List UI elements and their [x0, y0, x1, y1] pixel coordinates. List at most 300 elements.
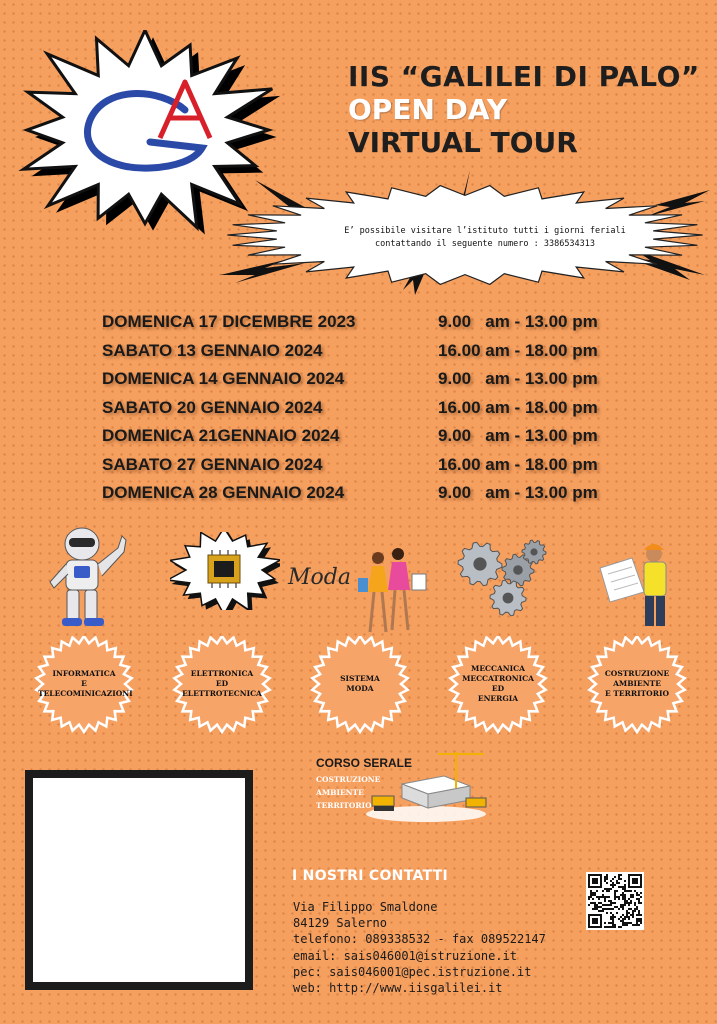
qr-module	[624, 898, 626, 900]
qr-module	[624, 918, 626, 920]
qr-module	[592, 894, 594, 896]
qr-module	[636, 914, 638, 916]
qr-module	[620, 916, 622, 918]
qr-module	[614, 926, 616, 928]
qr-module	[624, 894, 626, 896]
schedule-row	[102, 398, 632, 427]
qr-module	[638, 918, 640, 920]
qr-module	[610, 900, 612, 902]
qr-module	[602, 894, 604, 896]
qr-module	[600, 910, 602, 912]
qr-module	[592, 918, 598, 924]
qr-module	[606, 912, 608, 914]
qr-module	[612, 884, 614, 886]
course-badge-label[interactable]	[591, 669, 683, 699]
schedule-time: 9.00 am - 13.00 pm	[438, 483, 598, 502]
qr-module	[624, 904, 626, 906]
qr-module	[598, 910, 600, 912]
course-badge-line: ENERGIA	[477, 694, 519, 703]
serale-title: CORSO SERALE	[316, 756, 413, 770]
course-badge-line: TELECOMINICAZIONI	[38, 689, 133, 698]
qr-module	[588, 904, 590, 906]
qr-module	[606, 882, 608, 884]
contact-line: Via Filippo Smaldone	[293, 900, 438, 914]
schedule-date: DOMENICA 14 GENNAIO 2024	[102, 369, 345, 388]
qr-module	[630, 894, 632, 896]
qr-module	[632, 896, 634, 898]
qr-module	[612, 924, 614, 926]
info-line-2: contattando il seguente numero : 3386534313	[374, 239, 596, 249]
qr-module	[606, 926, 608, 928]
qr-module	[596, 896, 598, 898]
qr-module	[636, 918, 638, 920]
course-badge-line: MECCATRONICA	[462, 674, 534, 683]
qr-module	[618, 886, 620, 888]
qr-module	[598, 898, 600, 900]
qr-module	[590, 896, 592, 898]
course-badge-label[interactable]	[314, 674, 406, 694]
qr-module	[614, 884, 616, 886]
qr-module	[632, 914, 634, 916]
qr-module	[636, 894, 638, 896]
qr-module	[634, 904, 636, 906]
serale-course-line: COSTRUZIONE	[316, 775, 381, 784]
qr-module	[636, 924, 638, 926]
qr-module	[612, 920, 614, 922]
qr-module	[634, 902, 636, 904]
gear-hub	[513, 565, 523, 575]
qr-module	[622, 904, 624, 906]
qr-module	[638, 900, 640, 902]
qr-module	[616, 912, 618, 914]
contact-line: 84129 Salerno	[293, 916, 387, 931]
qr-module	[622, 896, 624, 898]
qr-module	[640, 892, 642, 894]
qr-module	[624, 880, 626, 882]
qr-module	[596, 890, 598, 892]
qr-module	[600, 896, 602, 898]
serale-course-line: TERRITORIO	[316, 801, 372, 810]
qr-module	[592, 892, 594, 894]
gear-hub	[530, 548, 537, 555]
qr-module	[606, 888, 608, 890]
qr-module	[612, 908, 614, 910]
qr-module	[632, 916, 634, 918]
qr-module	[622, 918, 624, 920]
qr-module	[626, 910, 628, 912]
qr-module	[612, 926, 614, 928]
qr-module	[606, 908, 608, 910]
qr-module	[638, 914, 640, 916]
qr-module	[594, 892, 596, 894]
schedule-date: SABATO 20 GENNAIO 2024	[102, 397, 323, 417]
qr-module	[600, 906, 602, 908]
qr-module	[604, 908, 606, 910]
qr-module	[604, 904, 606, 906]
qr-module	[626, 916, 628, 918]
qr-module	[624, 902, 626, 904]
qr-module	[620, 920, 622, 922]
qr-module	[590, 902, 592, 904]
qr-module	[626, 890, 628, 892]
qr-module	[630, 914, 632, 916]
qr-module	[628, 908, 630, 910]
qr-module	[638, 898, 640, 900]
qr-module	[608, 908, 610, 910]
qr-module	[614, 890, 616, 892]
worker-icon	[596, 540, 676, 632]
qr-module	[628, 916, 630, 918]
qr-module	[610, 902, 612, 904]
schedule-row	[102, 369, 632, 398]
qr-module	[612, 878, 614, 880]
qr-module	[628, 918, 630, 920]
qr-module	[622, 906, 624, 908]
qr-module	[612, 882, 614, 884]
qr-module	[624, 884, 626, 886]
qr-module	[590, 892, 592, 894]
qr-module	[604, 898, 606, 900]
qr-module	[630, 890, 632, 892]
course-badge-label[interactable]	[176, 669, 268, 699]
qr-module	[616, 896, 618, 898]
qr-module	[608, 896, 610, 898]
qr-module	[598, 896, 600, 898]
event-subtitle: VIRTUAL TOUR	[348, 126, 578, 159]
qr-module	[622, 894, 624, 896]
qr-module	[628, 922, 630, 924]
qr-module	[592, 878, 598, 884]
moda-script: Moda	[288, 565, 351, 590]
qr-module	[614, 876, 616, 878]
qr-module	[628, 902, 630, 904]
schedule-time: 16.00 am - 18.00 pm	[438, 454, 598, 474]
qr-module	[620, 878, 622, 880]
qr-module	[610, 912, 612, 914]
contact-line[interactable]: email: sais046001@istruzione.it	[293, 948, 517, 963]
qr-module	[616, 906, 618, 908]
qr-module	[608, 904, 610, 906]
qr-code-icon[interactable]	[586, 872, 644, 930]
course-badge-line: MODA	[346, 684, 374, 693]
qr-module	[632, 912, 634, 914]
course-badge-line: SISTEMA	[340, 674, 380, 683]
qr-module	[634, 908, 636, 910]
qr-module	[618, 874, 620, 876]
qr-module	[618, 876, 620, 878]
qr-module	[618, 918, 620, 920]
schedule-time: 9.00 am - 13.00 pm	[438, 426, 598, 445]
event-title: OPEN DAY	[348, 93, 508, 126]
qr-module	[614, 894, 616, 896]
qr-module	[622, 922, 624, 924]
qr-module	[610, 904, 612, 906]
qr-module	[604, 896, 606, 898]
qr-module	[620, 906, 622, 908]
qr-module	[622, 892, 624, 894]
qr-module	[622, 886, 624, 888]
chip-icon	[170, 532, 280, 610]
gears-icon	[450, 536, 550, 618]
qr-module	[630, 922, 632, 924]
qr-module	[590, 890, 592, 892]
fashion-figures	[358, 548, 426, 632]
contact-line[interactable]: web: http://www.iisgalilei.it	[293, 981, 503, 996]
qr-module	[604, 888, 606, 890]
qr-module	[606, 890, 608, 892]
qr-module	[606, 904, 608, 906]
qr-module	[622, 888, 624, 890]
qr-module	[616, 882, 618, 884]
qr-module	[622, 908, 624, 910]
qr-module	[624, 896, 626, 898]
qr-module	[636, 898, 638, 900]
qr-module	[622, 924, 624, 926]
qr-module	[598, 902, 600, 904]
qr-module	[596, 906, 598, 908]
gear-hub	[503, 593, 514, 604]
qr-module	[640, 920, 642, 922]
qr-module	[590, 894, 592, 896]
qr-module	[626, 912, 628, 914]
qr-module	[638, 920, 640, 922]
qr-module	[636, 892, 638, 894]
course-badge-label[interactable]	[38, 669, 133, 699]
qr-module	[620, 886, 622, 888]
schedule-row	[102, 341, 632, 370]
qr-module	[626, 902, 628, 904]
qr-module	[632, 894, 634, 896]
qr-module	[592, 908, 594, 910]
course-badge-line: COSTRUZIONE	[604, 669, 670, 678]
qr-module	[632, 910, 634, 912]
qr-module	[628, 912, 630, 914]
course-badge-line: AMBIENTE	[613, 679, 661, 688]
qr-module	[634, 890, 636, 892]
qr-module	[640, 922, 642, 924]
qr-module	[612, 902, 614, 904]
qr-module	[610, 918, 612, 920]
qr-module	[602, 896, 604, 898]
qr-module	[608, 926, 610, 928]
qr-module	[620, 874, 622, 876]
qr-module	[604, 922, 606, 924]
schedule-list	[102, 312, 632, 512]
schedule-time: 9.00 am - 13.00 pm	[438, 312, 598, 331]
contacts-list	[293, 899, 546, 996]
qr-module	[614, 902, 616, 904]
qr-module	[610, 916, 612, 918]
qr-module	[604, 878, 606, 880]
qr-module	[638, 912, 640, 914]
qr-module	[602, 908, 604, 910]
qr-module	[636, 922, 638, 924]
serale-course-line: AMBIENTE	[316, 788, 364, 797]
qr-module	[618, 896, 620, 898]
qr-module	[638, 902, 640, 904]
qr-module	[624, 888, 626, 890]
info-line-1: E’ possibile visitare l’istituto tutti i giorni feriali	[344, 226, 626, 236]
qr-module	[608, 922, 610, 924]
qr-module	[626, 914, 628, 916]
qr-module	[618, 878, 620, 880]
qr-module	[620, 926, 622, 928]
qr-module	[628, 904, 630, 906]
qr-module	[604, 926, 606, 928]
course-badge-line: E TERRITORIO	[605, 689, 669, 698]
contacts-heading: I NOSTRI CONTATTI	[292, 868, 449, 884]
qr-module	[612, 918, 614, 920]
course-badge-line: E	[81, 679, 87, 688]
qr-module	[610, 926, 612, 928]
qr-module	[614, 906, 616, 908]
qr-module	[638, 924, 640, 926]
qr-module	[594, 902, 596, 904]
qr-module	[594, 906, 596, 908]
qr-module	[606, 896, 608, 898]
qr-module	[624, 916, 626, 918]
qr-module	[624, 886, 626, 888]
course-badge-line: ED	[491, 684, 505, 693]
qr-module	[624, 922, 626, 924]
qr-module	[612, 916, 614, 918]
qr-module	[640, 902, 642, 904]
qr-module	[596, 904, 598, 906]
qr-module	[638, 910, 640, 912]
qr-module	[594, 894, 596, 896]
qr-module	[614, 924, 616, 926]
qr-module	[620, 894, 622, 896]
qr-module	[618, 926, 620, 928]
schedule-row	[102, 426, 632, 455]
qr-module	[614, 892, 616, 894]
schedule-date: SABATO 13 GENNAIO 2024	[102, 340, 323, 360]
qr-module	[606, 874, 608, 876]
qr-module	[602, 904, 604, 906]
contact-line[interactable]: pec: sais046001@pec.istruzione.it	[293, 964, 532, 979]
qr-module	[612, 922, 614, 924]
schedule-date: DOMENICA 28 GENNAIO 2024	[102, 483, 345, 502]
qr-module	[594, 908, 596, 910]
qr-module	[614, 916, 616, 918]
qr-module	[610, 880, 612, 882]
qr-module	[626, 922, 628, 924]
qr-module	[592, 898, 594, 900]
qr-module	[618, 898, 620, 900]
qr-module	[594, 904, 596, 906]
qr-module	[628, 890, 630, 892]
qr-module	[610, 888, 612, 890]
qr-module	[588, 898, 590, 900]
qr-module	[626, 900, 628, 902]
robot-icon	[40, 518, 130, 630]
qr-module	[602, 910, 604, 912]
qr-module	[618, 908, 620, 910]
qr-module	[612, 886, 614, 888]
title-block	[348, 60, 700, 159]
contact-line[interactable]: telefono: 089338532 - fax 089522147	[293, 932, 546, 947]
qr-module	[610, 908, 612, 910]
qr-module	[640, 914, 642, 916]
qr-module	[604, 880, 606, 882]
crane-icon	[362, 748, 492, 824]
qr-module	[636, 906, 638, 908]
course-badge-line: ELETTROTECNICA	[182, 689, 262, 698]
schedule-date: DOMENICA 21GENNAIO 2024	[102, 426, 340, 445]
qr-module	[630, 900, 632, 902]
qr-module	[622, 898, 624, 900]
course-badge-line: ELETTRONICA	[190, 669, 254, 678]
qr-module	[608, 888, 610, 890]
qr-module	[604, 900, 606, 902]
qr-module	[616, 880, 618, 882]
fashion-icon	[286, 540, 436, 640]
qr-module	[624, 890, 626, 892]
qr-module	[636, 920, 638, 922]
schedule-row	[102, 455, 632, 484]
qr-module	[610, 884, 612, 886]
qr-module	[616, 890, 618, 892]
qr-module	[630, 896, 632, 898]
qr-module	[598, 906, 600, 908]
qr-module	[610, 922, 612, 924]
qr-module	[608, 900, 610, 902]
qr-module	[630, 902, 632, 904]
qr-module	[602, 890, 604, 892]
qr-module	[632, 878, 638, 884]
qr-module	[622, 920, 624, 922]
qr-module	[636, 908, 638, 910]
qr-module	[638, 894, 640, 896]
qr-module	[620, 904, 622, 906]
course-badge-line: INFORMATICA	[52, 669, 116, 678]
schedule-date: DOMENICA 17 DICEMBRE 2023	[102, 312, 356, 331]
qr-module	[622, 914, 624, 916]
course-badge-line: MECCANICA	[471, 664, 525, 673]
school-name: IIS “GALILEI DI PALO”	[348, 60, 700, 93]
schedule-date: SABATO 27 GENNAIO 2024	[102, 454, 323, 474]
qr-module	[624, 900, 626, 902]
qr-module	[600, 902, 602, 904]
qr-module	[640, 918, 642, 920]
qr-module	[612, 914, 614, 916]
course-badge-label[interactable]	[452, 664, 544, 704]
photo-frame	[25, 770, 253, 990]
qr-module	[624, 924, 626, 926]
qr-module	[634, 924, 636, 926]
qr-module	[592, 902, 594, 904]
gear-hub	[473, 557, 486, 570]
qr-module	[634, 910, 636, 912]
qr-module	[614, 896, 616, 898]
qr-module	[626, 924, 628, 926]
schedule-time: 16.00 am - 18.00 pm	[438, 397, 598, 417]
qr-module	[588, 896, 590, 898]
schedule-row	[102, 312, 632, 341]
qr-module	[628, 898, 630, 900]
qr-module	[640, 896, 642, 898]
qr-module	[632, 924, 634, 926]
qr-module	[604, 876, 606, 878]
qr-module	[606, 876, 608, 878]
qr-module	[618, 882, 620, 884]
schedule-row	[102, 483, 632, 512]
schedule-time: 9.00 am - 13.00 pm	[438, 369, 598, 388]
qr-module	[630, 908, 632, 910]
qr-module	[596, 908, 598, 910]
qr-module	[606, 878, 608, 880]
course-badge-line: ED	[215, 679, 229, 688]
